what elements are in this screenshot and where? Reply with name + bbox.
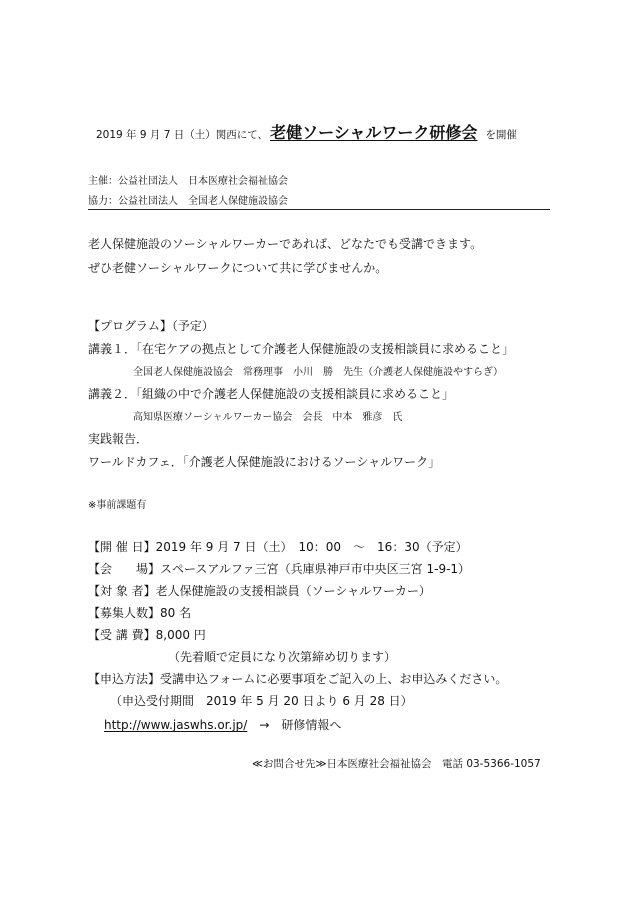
program-heading: 【プログラム】（予定） xyxy=(88,319,214,333)
detail-date: 【開 催 日】2019 年 9 月 7 日（土） 10：00 ～ 16：30（予定） xyxy=(88,540,468,554)
detail-apply-period: （申込受付期間 2019 年 5 月 20 日より 6 月 28 日） xyxy=(110,694,413,708)
event-date-prefix: 2019 年 9 月 7 日（土）関西にて、 xyxy=(96,129,269,141)
event-title: 老健ソーシャルワーク研修会 xyxy=(270,123,478,142)
detail-venue: 【会 場】スペースアルファ三宮（兵庫県神戸市中央区三宮 1-9-1） xyxy=(88,562,471,576)
detail-target: 【対 象 者】老人保健施設の支援相談員（ソーシャルワーカー） xyxy=(88,584,431,598)
registration-link-line xyxy=(104,714,341,733)
host-organization: 主催：公益社団法人 日本医療社会福祉協会 xyxy=(88,176,288,187)
intro-line-1: 老人保健施設のソーシャルワーカーであれば、どなたでも受講できます。 xyxy=(88,237,483,251)
lecture-1-title: 講義１．「在宅ケアの拠点として介護老人保健施設の支援相談員に求めること」 xyxy=(88,342,515,356)
registration-url-link[interactable]: http://www.jaswhs.or.jp/ xyxy=(104,718,248,732)
event-title-line xyxy=(96,120,517,143)
registration-url-suffix: → 研修情報へ xyxy=(259,718,342,732)
detail-fee: 【受 講 費】8,000 円 xyxy=(88,628,206,642)
lecture-2-speaker: 高知県医療ソーシャルワーカー協会 会長 中本 雅彦 氏 xyxy=(133,412,403,423)
lecture-2-title: 講義２．「組織の中で介護老人保健施設の支援相談員に求めること」 xyxy=(88,387,455,401)
practice-report: 実践報告． xyxy=(88,432,149,446)
detail-fee-note: （先着順で定員になり次第締め切ります） xyxy=(168,650,397,664)
cooperating-organization: 協力：公益社団法人 全国老人保健施設協会 xyxy=(88,196,288,207)
header-divider xyxy=(88,209,550,210)
event-title-suffix: を開催 xyxy=(485,129,517,141)
intro-line-2: ぜひ老健ソーシャルワークについて共に学びませんか。 xyxy=(88,261,388,275)
world-cafe: ワールドカフェ．「介護老人保健施設におけるソーシャルワーク」 xyxy=(88,455,441,469)
contact-info: ≪お問合せ先≫日本医療社会福祉協会 電話 03-5366-1057 xyxy=(252,758,541,770)
detail-capacity: 【募集人数】80 名 xyxy=(88,606,192,620)
lecture-1-speaker: 全国老人保健施設協会 常務理事 小川 勝 先生（介護老人保健施設やすらぎ） xyxy=(133,367,503,378)
detail-apply-method: 【申込方法】受講申込フォームに必要事項をご記入の上、お申込みください。 xyxy=(88,672,508,686)
prior-assignment-note: ※事前課題有 xyxy=(88,500,147,511)
